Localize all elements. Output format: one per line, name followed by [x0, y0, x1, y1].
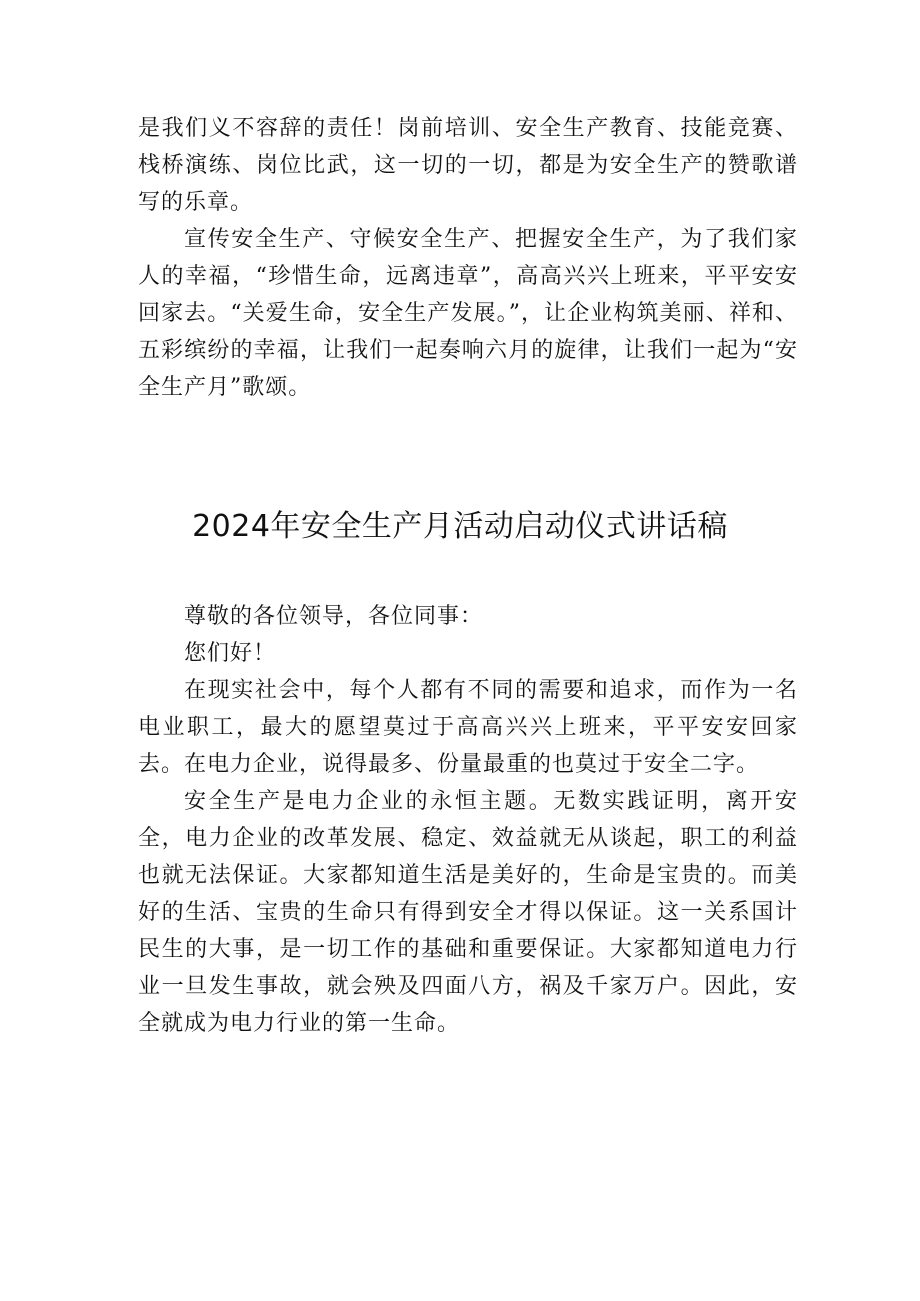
continuation-paragraph-1: 是我们义不容辞的责任！岗前培训、安全生产教育、技能竞赛、栈桥演练、岗位比武，这一切的一切，都是为安全生产的赞歌谱写的乐章。	[138, 116, 798, 215]
body-paragraph-2: 安全生产是电力企业的永恒主题。无数实践证明，离开安全，电力企业的改革发展、稳定、效益就无从谈起，职工的利益也就无法保证。大家都知道生活是美好的，生命是宝贵的。而美好的生活、宝贵的生命只有得到安全才得以保证。这一关系国计民生的大事，是一切工作的基础和重要保证。大家都知道电力行业一旦发生事故，就会殃及四面八方，祸及千家万户。因此，安全就成为电力行业的第一生命。	[138, 789, 798, 1036]
salutation: 尊敬的各位领导，各位同事：	[184, 604, 484, 629]
body-paragraph-1: 在现实社会中，每个人都有不同的需要和追求，而作为一名电业职工，最大的愿望莫过于高高兴兴上班来，平平安安回家去。在电力企业，说得最多、份量最重的也莫过于安全二字。	[138, 678, 798, 777]
greeting: 您们好！	[184, 641, 277, 666]
speech-body	[138, 598, 798, 1042]
continuation-paragraph-2: 宣传安全生产、守候安全生产、把握安全生产，为了我们家人的幸福，“珍惜生命，远离违章”，高高兴兴上班来，平平安安回家去。“关爱生命，安全生产发展。”，让企业构筑美丽、祥和、五彩缤纷的幸福，让我们一起奏响六月的旋律，让我们一起为“安全生产月”歌颂。	[138, 227, 798, 400]
continuation-section	[138, 110, 798, 406]
speech-title: 2024年安全生产月活动启动仪式讲话稿	[192, 509, 728, 544]
